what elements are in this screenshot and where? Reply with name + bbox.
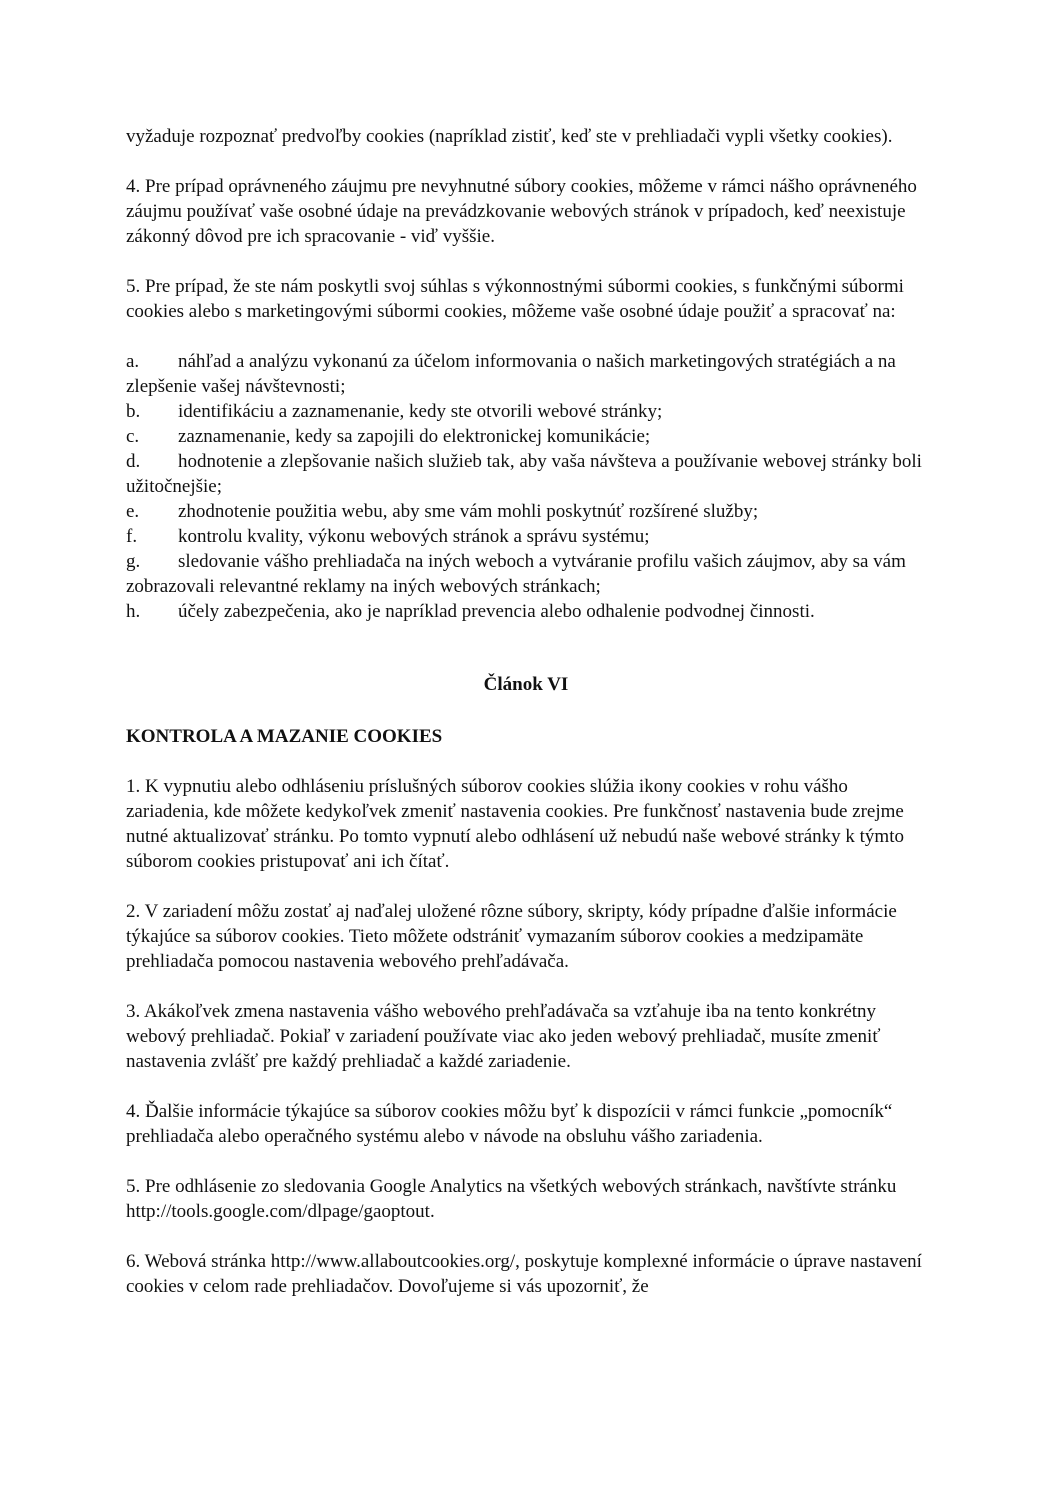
list-item-text: zhodnotenie použitia webu, aby sme vám mohli poskytnúť rozšírené služby; — [178, 501, 759, 522]
list-item-text: náhľad a analýzu vykonanú za účelom informovania o našich marketingových stratégiách a na zlepšenie vašej návštevnosti; — [126, 351, 896, 397]
list-marker: h. — [126, 601, 141, 622]
section-title: KONTROLA A MAZANIE COOKIES — [126, 726, 443, 747]
section-paragraph-6: 6. Webová stránka http://www.allaboutcookies.org/, poskytuje komplexné informácie o úprave nastavení cookies v celom rade prehliadačov. Dovoľujeme si vás upozorniť, že — [126, 1251, 922, 1297]
list-marker: d. — [126, 451, 141, 472]
list-marker: a. — [126, 351, 140, 372]
paragraph-4: 4. Pre prípad oprávneného záujmu pre nevyhnutné súbory cookies, môžeme v rámci nášho oprávneného záujmu používať vaše osobné údaje na prevádzkovanie webových stránok v prípadoch, keď neexistuje zákonný dôvod pre ich spracovanie - viď vyššie. — [126, 176, 917, 247]
section-paragraph-5: 5. Pre odhlásenie zo sledovania Google Analytics na všetkých webových stránkach, navštívte stránku http://tools.google.com/dlpage/gaoptout. — [126, 1176, 897, 1222]
section-paragraph-3: 3. Akákoľvek zmena nastavenia vášho webového prehľadávača sa vzťahuje iba na tento konkrétny webový prehliadač. Pokiaľ v zariadení používate viac ako jeden webový prehliadač, musíte zmeniť nastavenia zvlášť pre každý prehliadač a každé zariadenie. — [126, 1001, 881, 1072]
list-marker: b. — [126, 401, 141, 422]
paragraph-5: 5. Pre prípad, že ste nám poskytli svoj súhlas s výkonnostnými súbormi cookies, s funkčnými súbormi cookies alebo s marketingovými súbormi cookies, môžeme vaše osobné údaje použiť a spracovať na: — [126, 276, 904, 322]
list-item — [126, 424, 926, 449]
list-marker: f. — [126, 526, 138, 547]
document-page — [126, 124, 926, 1299]
list-item — [126, 399, 926, 424]
list-item — [126, 549, 926, 599]
list-marker: g. — [126, 551, 141, 572]
list-marker: e. — [126, 501, 140, 522]
list-item — [126, 599, 926, 624]
list-item — [126, 349, 926, 399]
list-item-text: sledovanie vášho prehliadača na iných weboch a vytváranie profilu vašich záujmov, aby sa vám zobrazovali relevantné reklamy na iných webových stránkach; — [126, 551, 906, 597]
list-item-text: zaznamenanie, kedy sa zapojili do elektronickej komunikácie; — [178, 426, 651, 447]
intro-paragraph: vyžaduje rozpoznať predvoľby cookies (napríklad zistiť, keď ste v prehliadači vypli všetky cookies). — [126, 126, 893, 147]
section-paragraph-4: 4. Ďalšie informácie týkajúce sa súborov cookies môžu byť k dispozícii v rámci funkcie „pomocník“ prehliadača alebo operačného systému alebo v návode na obsluhu vášho zariadenia. — [126, 1101, 893, 1147]
list-item — [126, 499, 926, 524]
list-marker: c. — [126, 426, 140, 447]
section-paragraph-1: 1. K vypnutiu alebo odhláseniu príslušných súborov cookies slúžia ikony cookies v rohu vášho zariadenia, kde môžete kedykoľvek zmeniť nastavenia cookies. Pre funkčnosť nastavenia bude zrejme nutné aktualizovať stránku. Po tomto vypnutí alebo odhlásení už nebudú naše webové stránky k týmto súborom cookies pristupovať ani ich čítať. — [126, 776, 904, 872]
section-paragraph-2: 2. V zariadení môžu zostať aj naďalej uložené rôzne súbory, skripty, kódy prípadne ďalšie informácie týkajúce sa súborov cookies. Tieto môžete odstrániť vymazaním súborov cookies a medzipamäte prehliadača pomocou nastavenia webového prehľadávača. — [126, 901, 897, 972]
list-item-text: kontrolu kvality, výkonu webových stránok a správu systému; — [178, 526, 650, 547]
list-item-text: hodnotenie a zlepšovanie našich služieb tak, aby vaša návšteva a používanie webovej stránky boli užitočnejšie; — [126, 451, 922, 497]
list-item-text: účely zabezpečenia, ako je napríklad prevencia alebo odhalenie podvodnej činnosti. — [178, 601, 815, 622]
purpose-list — [126, 349, 926, 624]
list-item — [126, 449, 926, 499]
article-title: Článok VI — [483, 674, 569, 695]
list-item-text: identifikáciu a zaznamenanie, kedy ste otvorili webové stránky; — [178, 401, 663, 422]
list-item — [126, 524, 926, 549]
